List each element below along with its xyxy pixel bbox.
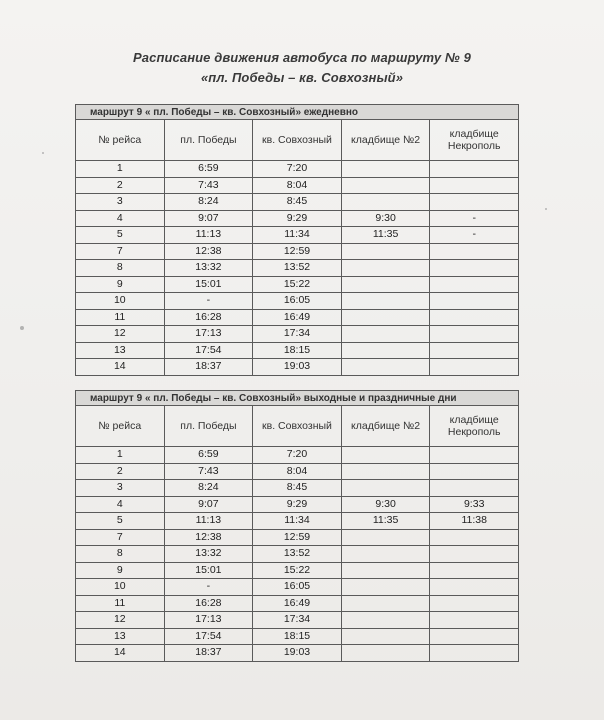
table-cell <box>430 447 519 464</box>
table-cell <box>341 628 430 645</box>
table-cell <box>430 463 519 480</box>
table-cell: - <box>430 227 519 244</box>
table-cell: 8:24 <box>164 480 253 497</box>
table-row <box>76 480 519 497</box>
table-caption: маршрут 9 « пл. Победы – кв. Совхозный» выходные и праздничные дни <box>76 391 519 406</box>
table-cell: 7:43 <box>164 177 253 194</box>
table-row <box>76 447 519 464</box>
table-cell <box>430 595 519 612</box>
table-cell: 16:49 <box>253 595 342 612</box>
table-cell: 3 <box>76 480 165 497</box>
table-row <box>76 210 519 227</box>
table-cell: 7:43 <box>164 463 253 480</box>
table-cell <box>341 243 430 260</box>
table-cell: 18:37 <box>164 645 253 662</box>
table-cell: 9:07 <box>164 210 253 227</box>
table-cell: 11:35 <box>341 227 430 244</box>
table-cell <box>341 309 430 326</box>
table-row <box>76 645 519 662</box>
table-cell <box>430 628 519 645</box>
table-cell: 12:59 <box>253 529 342 546</box>
table-cell <box>341 342 430 359</box>
document-title: Расписание движения автобуса по маршруту № 9 <box>133 50 471 65</box>
table-cell: 16:05 <box>253 293 342 310</box>
table-cell <box>430 194 519 211</box>
table-header-row <box>76 120 519 161</box>
table-cell <box>341 463 430 480</box>
table-row <box>76 463 519 480</box>
table-cell <box>430 177 519 194</box>
column-header: № рейса <box>76 120 165 161</box>
table-cell: 19:03 <box>253 645 342 662</box>
table-cell: 16:28 <box>164 595 253 612</box>
column-header: пл. Победы <box>164 120 253 161</box>
table-row <box>76 227 519 244</box>
table-cell: 2 <box>76 177 165 194</box>
table-cell: 9:07 <box>164 496 253 513</box>
table-cell: 9:33 <box>430 496 519 513</box>
table-cell <box>341 276 430 293</box>
table-cell: 4 <box>76 210 165 227</box>
table-row <box>76 513 519 530</box>
table-row <box>76 293 519 310</box>
table-cell <box>430 161 519 178</box>
table-row <box>76 243 519 260</box>
table-cell: 9:30 <box>341 496 430 513</box>
table-cell: 9:30 <box>341 210 430 227</box>
table-row <box>76 612 519 629</box>
table-cell: 18:15 <box>253 628 342 645</box>
table-row <box>76 546 519 563</box>
table-cell <box>430 480 519 497</box>
table-cell: 5 <box>76 513 165 530</box>
table-row <box>76 194 519 211</box>
table-row <box>76 177 519 194</box>
table-cell <box>341 260 430 277</box>
table-cell: 9 <box>76 276 165 293</box>
document-subtitle: «пл. Победы – кв. Совхозный» <box>200 70 404 85</box>
table-row <box>76 579 519 596</box>
table-cell: 11:34 <box>253 227 342 244</box>
table-cell: 15:01 <box>164 276 253 293</box>
scan-speck <box>20 326 24 330</box>
table-cell: 6:59 <box>164 161 253 178</box>
table-cell <box>430 276 519 293</box>
table-cell <box>430 293 519 310</box>
table-cell: 8:24 <box>164 194 253 211</box>
table-cell: 17:34 <box>253 326 342 343</box>
table-cell <box>341 447 430 464</box>
table-cell: 3 <box>76 194 165 211</box>
table-cell <box>341 645 430 662</box>
scan-speck <box>545 208 547 210</box>
column-header: кладбище Некрополь <box>430 406 519 447</box>
table-cell: 12 <box>76 326 165 343</box>
table-cell <box>430 562 519 579</box>
table-row <box>76 529 519 546</box>
table-cell <box>430 260 519 277</box>
table-cell <box>341 480 430 497</box>
table-cell: 12:38 <box>164 243 253 260</box>
table-cell: - <box>164 579 253 596</box>
table-cell: 8:45 <box>253 480 342 497</box>
table-cell <box>341 293 430 310</box>
table-cell <box>430 342 519 359</box>
table-cell: 13 <box>76 342 165 359</box>
table-cell: - <box>430 210 519 227</box>
table-cell: 11 <box>76 309 165 326</box>
table-cell: 5 <box>76 227 165 244</box>
table-cell: 15:22 <box>253 562 342 579</box>
table-cell <box>341 546 430 563</box>
table-cell: 9 <box>76 562 165 579</box>
table-cell <box>430 326 519 343</box>
table-cell <box>430 529 519 546</box>
table-cell: 12 <box>76 612 165 629</box>
column-header: кладбище №2 <box>341 406 430 447</box>
table-cell <box>430 309 519 326</box>
table-cell <box>341 177 430 194</box>
table-cell: 8:04 <box>253 177 342 194</box>
table-cell: 13:52 <box>253 260 342 277</box>
table-cell <box>430 579 519 596</box>
schedule-table-weekend <box>75 390 519 662</box>
table-cell <box>430 612 519 629</box>
table-cell <box>341 359 430 376</box>
schedule-table-daily <box>75 104 519 376</box>
table-row <box>76 496 519 513</box>
table-row <box>76 595 519 612</box>
table-row <box>76 260 519 277</box>
column-header: кв. Совхозный <box>253 120 342 161</box>
table-cell: 11:13 <box>164 227 253 244</box>
table-cell: 11 <box>76 595 165 612</box>
scan-speck <box>42 152 44 154</box>
table-cell: 13:32 <box>164 546 253 563</box>
column-header: кв. Совхозный <box>253 406 342 447</box>
table-cell: 13:52 <box>253 546 342 563</box>
table-cell: 4 <box>76 496 165 513</box>
table-cell: 12:38 <box>164 529 253 546</box>
table-cell: 7 <box>76 529 165 546</box>
table-caption: маршрут 9 « пл. Победы – кв. Совхозный» ежедневно <box>76 105 519 120</box>
table-cell: 9:29 <box>253 210 342 227</box>
table-cell <box>430 546 519 563</box>
table-cell: 17:34 <box>253 612 342 629</box>
table-cell <box>341 326 430 343</box>
table-cell: 16:05 <box>253 579 342 596</box>
table-cell: 11:13 <box>164 513 253 530</box>
table-cell <box>430 243 519 260</box>
table-cell: 15:01 <box>164 562 253 579</box>
table-cell: 10 <box>76 293 165 310</box>
table-row <box>76 342 519 359</box>
table-cell: 7:20 <box>253 161 342 178</box>
table-cell: - <box>164 293 253 310</box>
table-cell <box>341 194 430 211</box>
table-row <box>76 628 519 645</box>
table-cell <box>430 359 519 376</box>
table-cell: 19:03 <box>253 359 342 376</box>
table-cell: 6:59 <box>164 447 253 464</box>
table-cell <box>341 612 430 629</box>
table-cell: 18:37 <box>164 359 253 376</box>
table-cell: 11:35 <box>341 513 430 530</box>
table-cell: 16:28 <box>164 309 253 326</box>
table-cell: 11:34 <box>253 513 342 530</box>
column-header: кладбище №2 <box>341 120 430 161</box>
table-cell: 17:13 <box>164 326 253 343</box>
table-cell: 9:29 <box>253 496 342 513</box>
table-cell: 17:54 <box>164 628 253 645</box>
table-cell: 18:15 <box>253 342 342 359</box>
table-row <box>76 309 519 326</box>
table-cell: 10 <box>76 579 165 596</box>
table-cell <box>341 529 430 546</box>
table-cell: 8:04 <box>253 463 342 480</box>
table-cell <box>341 579 430 596</box>
column-header: пл. Победы <box>164 406 253 447</box>
table-cell: 7:20 <box>253 447 342 464</box>
table-header-row <box>76 406 519 447</box>
table-cell <box>341 595 430 612</box>
table-cell: 14 <box>76 645 165 662</box>
table-cell: 15:22 <box>253 276 342 293</box>
table-cell: 16:49 <box>253 309 342 326</box>
table-row <box>76 276 519 293</box>
table-cell: 8 <box>76 260 165 277</box>
table-cell: 17:13 <box>164 612 253 629</box>
table-cell: 7 <box>76 243 165 260</box>
table-cell <box>341 161 430 178</box>
table-cell <box>341 562 430 579</box>
table-cell: 12:59 <box>253 243 342 260</box>
table-cell: 8 <box>76 546 165 563</box>
table-row <box>76 359 519 376</box>
table-cell: 1 <box>76 447 165 464</box>
table-cell: 14 <box>76 359 165 376</box>
table-row <box>76 562 519 579</box>
table-row <box>76 161 519 178</box>
table-cell: 2 <box>76 463 165 480</box>
table-cell: 1 <box>76 161 165 178</box>
table-cell: 8:45 <box>253 194 342 211</box>
table-cell <box>430 645 519 662</box>
table-cell: 17:54 <box>164 342 253 359</box>
column-header: № рейса <box>76 406 165 447</box>
column-header: кладбище Некрополь <box>430 120 519 161</box>
table-cell: 11:38 <box>430 513 519 530</box>
table-cell: 13:32 <box>164 260 253 277</box>
table-cell: 13 <box>76 628 165 645</box>
table-row <box>76 326 519 343</box>
